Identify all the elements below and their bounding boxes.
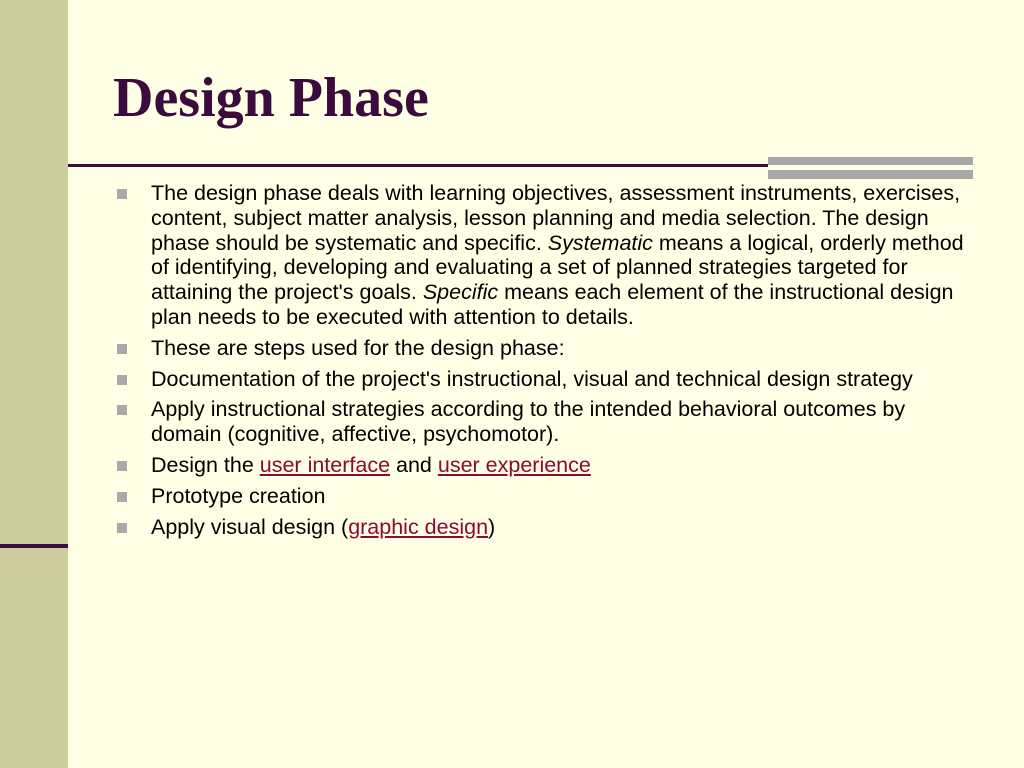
- bullet-text: Apply visual design (: [151, 514, 349, 539]
- bullet-text: means each element of the instructional design plan needs to be executed with attention to details.: [151, 280, 954, 329]
- left-decorative-band: [0, 0, 68, 768]
- bullet-text: Documentation of the project's instructional, visual and technical design strategy: [151, 366, 913, 391]
- square-bullet-icon: [117, 344, 127, 354]
- gray-accent-bar-top: [768, 157, 973, 165]
- emphasis-specific: Specific: [422, 280, 499, 305]
- title-underline-rule: [68, 164, 768, 167]
- slide-title: Design Phase: [113, 67, 429, 129]
- bullet-text: Design the: [151, 452, 260, 477]
- user-interface-link[interactable]: user interface: [259, 452, 391, 477]
- bullet-text: These are steps used for the design phase:: [151, 335, 565, 360]
- bullet-item-visual-design: [113, 515, 978, 540]
- square-bullet-icon: [117, 375, 127, 385]
- bullet-item-prototype: [113, 484, 978, 509]
- square-bullet-icon: [117, 523, 127, 533]
- bullet-text: means a logical, orderly method of identifying, developing and evaluating a set of planned strategies targeted for attaining the project's goals.: [151, 230, 964, 305]
- square-bullet-icon: [117, 461, 127, 471]
- square-bullet-icon: [117, 405, 127, 415]
- left-accent-line: [0, 544, 68, 548]
- bullet-text: ): [488, 514, 496, 539]
- square-bullet-icon: [117, 189, 127, 199]
- square-bullet-icon: [117, 492, 127, 502]
- bullet-item-design-phase-overview: [113, 181, 978, 330]
- emphasis-systematic: Systematic: [547, 230, 653, 255]
- bullet-text: Apply instructional strategies according to the intended behavioral outcomes by domain (cognitive, affective, psychomotor).: [151, 397, 906, 447]
- bullet-text: Prototype creation: [151, 483, 326, 508]
- bullet-item-design-ui-ux: [113, 453, 978, 478]
- bullet-item-instructional-strategies: [113, 397, 978, 447]
- bullet-text: The design phase deals with learning objectives, assessment instruments, exercises, content, subject matter analysis, lesson planning and media selection. The design phase should be systematic and specific.: [151, 181, 961, 255]
- bullet-item-steps-intro: [113, 336, 978, 361]
- user-experience-link[interactable]: user experience: [437, 452, 591, 477]
- gray-accent-bar-bottom: [768, 170, 973, 179]
- bullet-text: and: [390, 452, 438, 477]
- bullet-list: [113, 181, 978, 545]
- bullet-item-documentation: [113, 367, 978, 392]
- graphic-design-link[interactable]: graphic design: [348, 514, 489, 539]
